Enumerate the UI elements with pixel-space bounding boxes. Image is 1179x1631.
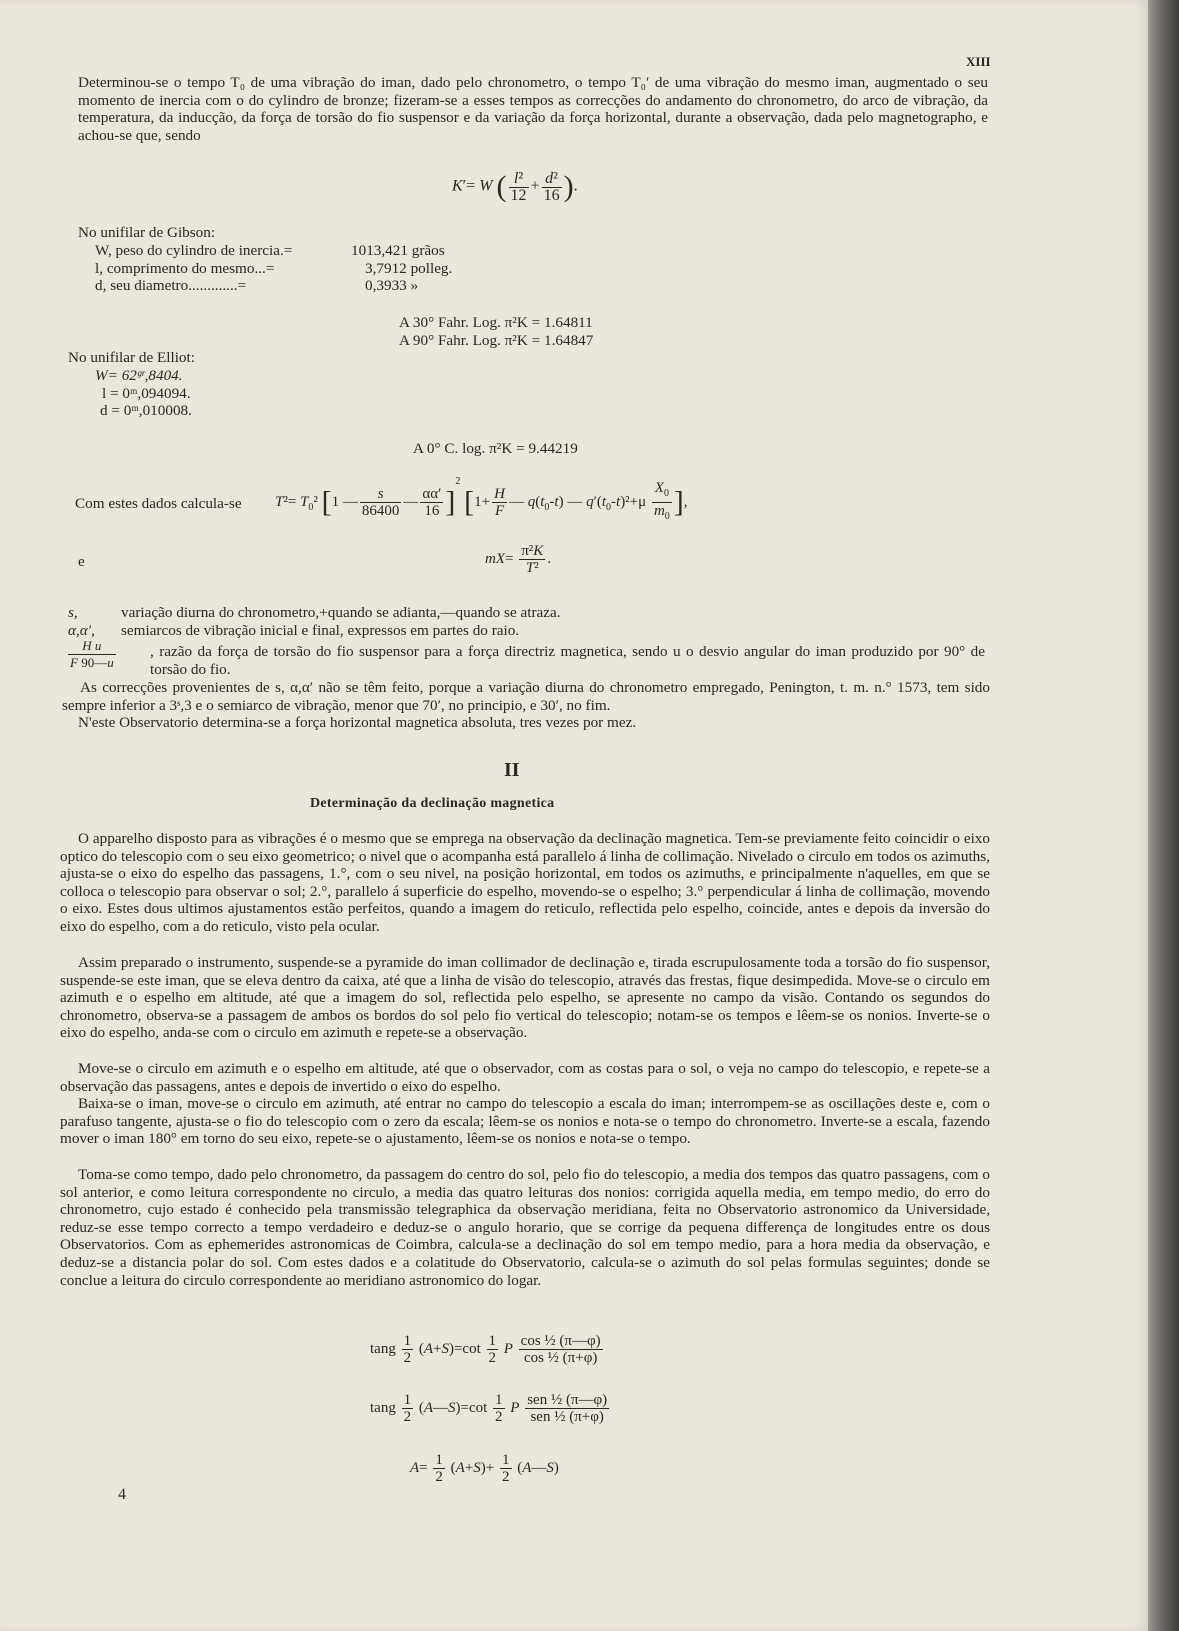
definition-hf-text <box>150 643 985 678</box>
formula-azimuth: A= $\frac{1}{2}$ (A+S)+ $\frac{1}{2}$ (A—S) <box>410 1452 559 1485</box>
formula-k: K′= W ( $\frac{\text{l²}}{12}$ + $\frac{\text{d²}}{16}$ ). <box>452 169 578 204</box>
definition-hf-symbol: $\frac{\text{H u}}{F 90—u}$ <box>70 638 114 670</box>
intro-text: Determinou-se o tempo T₀ de uma vibração do iman, dado pelo chronometro, o tempo T₀′ de uma vibração do mesmo iman, augmentado o seu momento de inercia com o do cylindro de bronze; fizeram-se a esses tempos as correcções do andamento do chronometro, do arco de vibração, da temperatura, da inducção, da força de torsão do fio suspensor e da variação da força horizontal, durante a observação, dada pelo magnetographo, e achou-se que, sendo <box>78 74 988 144</box>
section-paragraph <box>60 1060 990 1095</box>
section-paragraph <box>60 954 990 1042</box>
gibson-row-value: 3,7912 polleg. <box>365 260 453 277</box>
paragraph-text: Move-se o circulo em azimuth e o espelho em altitude, até que o observador, com as costas para o sol, o veja no campo do telescopio, e repete-se a observação das passagens, antes e depois de invertido o eixo do espelho. <box>60 1060 990 1095</box>
elliot-log: A 0° C. log. π²K = 9.44219 <box>413 440 578 457</box>
formula-main: $T^2= T_0^2$ [1 — $\frac{s}{86400}$ — $\frac{\alpha\alpha'}{16}$ ]$^2$ [1+ $\frac{H}{F}$ — $q(t_0-t)$ — $q'(t_0-t)^2+\mu$ $\frac{X_0}{m_0}$ ], <box>275 475 688 522</box>
gibson-row-label: l, comprimento do mesmo...= <box>95 260 275 277</box>
gibson-log-90: A 90° Fahr. Log. π²K = 1.64847 <box>399 332 594 349</box>
definition-s-text: variação diurna do chronometro,+quando se adianta,—quando se atraza. <box>121 604 561 621</box>
elliot-heading: No unifilar de Elliot: <box>68 349 195 366</box>
formula-tang-diff: tang $\frac{1}{2}$ (A—S)=cot $\frac{1}{2}$ P $\frac{\text{sen ½ (π—φ)}}{\text{sen ½ (π+φ)}}$ <box>370 1392 608 1425</box>
formula-lead: Com estes dados calcula-se <box>75 495 242 512</box>
formula-mx: mX= $\frac{\text{π²K}}{\text{T²}}$ . <box>485 543 552 576</box>
section-paragraph <box>60 830 990 936</box>
formula-tang-sum: tang $\frac{1}{2}$ (A+S)=cot $\frac{1}{2}$ P $\frac{\text{cos ½ (π—φ)}}{\text{cos ½ (π+φ)}}$ <box>370 1333 601 1366</box>
section-title: Determinação da declinação magnetica <box>310 796 555 811</box>
corrections-text: As correcções provenientes de s, α,α′ não se têm feito, porque a variação diurna do chronometro empregado, Penington, t. m. n.° 1573, tem sido sempre inferior a 3ˢ,3 e o semiarco de vibração, menor que 70′, no principio, e 30′, no fim. <box>62 679 990 714</box>
gibson-heading: No unifilar de Gibson: <box>78 224 216 241</box>
paragraph-text: Baixa-se o iman, move-se o circulo em azimuth, até entrar no campo do telescopio a escala do iman; interrompem-se as oscillações deste e, com o parafuso tangente, ajusta-se o fio do telescopio com o zero da escala; lêem-se os nonios e nota-se o tempo do chronometro. Inverte-se a escala, fazendo mover o iman 180° em torno do seu eixo, repete-se o ajustamento, lêem-se os nonios e nota-se o tempo. <box>60 1095 990 1148</box>
paragraph-text: O apparelho disposto para as vibrações é o mesmo que se emprega na observação da declinação magnetica. Tem-se previamente feito coincidir o eixo optico do telescopio com o seu eixo geometrico; o nivel que o acompanha está parallelo á linha de collimação. Nivelado o circulo em todos os azimuths, ajusta-se o eixo do espelho das passagens, 1.°, com o seu nivel, na posição horizontal, em todos os azimuths, e principalmente n'aquelles, em que se colloca o telescopio para observar o sol; 2.°, parallelo á superficie do espelho, movendo-se o espelho; 3.° perpendicular á linha de collimação, movendo o eixo. Estes dous ultimos ajustamentos estão perfeitos, quando a imagem do reticulo, reflectida pelo espelho, coincide, antes e depois da inversão do eixo do espelho, com a do reticulo, visto pela ocular. <box>60 830 990 935</box>
definition-hf-sentence: , razão da força de torsão do fio suspensor para a força directriz magnetica, sendo u o desvio angular do iman produzido por 90° de torsão do fio. <box>150 643 985 678</box>
formula-e-label: e <box>78 553 85 570</box>
page-number-header: XIII <box>966 54 991 69</box>
book-edge <box>1148 0 1179 1631</box>
page-number-footer: 4 <box>118 1486 126 1503</box>
definition-alpha-text: semiarcos de vibração inicial e final, expressos em partes do raio. <box>121 622 520 639</box>
section-paragraph <box>60 1095 990 1148</box>
elliot-l: l = 0ᵐ,094094. <box>102 385 191 402</box>
elliot-d: d = 0ᵐ,010008. <box>100 402 192 419</box>
frequency-note: N'este Observatorio determina-se a força horizontal magnetica absoluta, tres vezes por mez. <box>78 714 637 731</box>
section-number: II <box>504 759 520 781</box>
gibson-row-label: d, seu diametro.............= <box>95 277 247 294</box>
section-paragraph <box>60 1166 990 1289</box>
gibson-row-value: 0,3933 » <box>365 277 419 294</box>
paragraph-text: Assim preparado o instrumento, suspende-se a pyramide do iman collimador de declinação e, tirada escrupulosamente toda a torsão do fio suspensor, suspende-se este iman, que se eleva dentro da caixa, até que a linha de visão do telescopio, através das frestas, fique desimpedida. Move-se o circulo em azimuth e o espelho em altitude, até que a imagem do sol, reflectida pelo espelho, se apresente no campo da visão. Contando os segundos do chronometro, observa-se a passagem de ambos os bordos do sol pelo fio vertical do telescopio; notam-se os tempos e lêem-se os nonios. Inverte-se o eixo do espelho, anda-se com o circulo em azimuth e repete-se a observação. <box>60 954 990 1042</box>
corrections-paragraph <box>62 679 990 714</box>
definition-s-symbol: s, <box>68 604 78 621</box>
elliot-w: W= 62ᵍʳ,8404. <box>95 367 183 384</box>
gibson-row-value: 1013,421 grãos <box>351 242 445 259</box>
paragraph-text: Toma-se como tempo, dado pelo chronometro, da passagem do centro do sol, pelo fio do telescopio, a media dos tempos das quatro passagens, com o sol anterior, e como leitura correspondente no circulo, a media das quatro leituras dos nonios: corrigida aquella media, em tempo medio, do erro do chronometro, cujo estado é conhecido pela transmissão telegraphica da observação meridiana, feita no Observatorio astronomico da Universidade, reduz-se esse tempo correcto a tempo verdadeiro e deduz-se o angulo horario, que se corrige da pequena differença de longitudes entre os dous Observatorios. Com as ephemerides astronomicas de Coimbra, calcula-se a declinação do sol em tempo medio, para a hora media da observação, e deduz-se a distancia polar do sol. Com estes dados e a colatitude do Observatorio, calcula-se o azimuth do sol pelas formulas seguintes; donde se conclue a leitura do circulo correspondente ao meridiano astronomico do logar. <box>60 1166 990 1289</box>
definition-alpha-symbol: α,α′, <box>68 622 95 639</box>
intro-paragraph <box>78 74 988 144</box>
gibson-log-30: A 30° Fahr. Log. π²K = 1.64811 <box>399 314 593 331</box>
gibson-row-label: W, peso do cylindro de inercia.= <box>95 242 293 259</box>
